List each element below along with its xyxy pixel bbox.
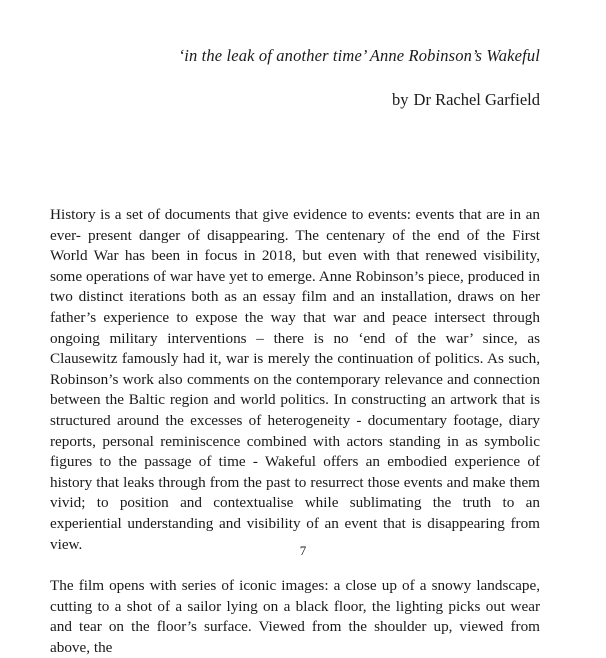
body-text bbox=[50, 205, 540, 658]
page-title: ‘in the leak of another time’ Anne Robinson’s Wakeful bbox=[178, 46, 540, 65]
page-number: 7 bbox=[299, 543, 307, 558]
byline-author: Dr Rachel Garfield bbox=[413, 90, 540, 109]
paragraph: The film opens with series of iconic images: a close up of a snowy landscape, cutting to a shot of a sailor lying on a black floor, the lighting picks out wear and tear on the floor’s surface. Viewed from the shoulder up, viewed from above, the bbox=[50, 577, 540, 656]
byline bbox=[50, 88, 540, 112]
page-header bbox=[50, 44, 540, 112]
paragraph: History is a set of documents that give evidence to events: events that are in an ever- present danger of disappearing. The centenary of the end of the First World War has been in focus in 2018, but even with that renewed visibility, some operations of war have yet to emerge. Anne Robinson’s piece, produced in two distinct iterations both as an essay film and an installation, draws on her father’s experience to expose the way that war and peace intersect through ongoing military interventions – there is no ‘end of the war’ since, as Clausewitz famously had it, war is merely the continuation of politics. As such, Robinson’s work also comments on the contemporary relevance and connection between the Baltic region and world politics. In constructing an artwork that is structured around the excesses of heterogeneity - documentary footage, diary reports, personal reminiscence combined with actors standing in as symbolic figures to the passage of time - Wakeful offers an embodied experience of history that leaks through from the past to resurrect those events and make them vivid; to position and contextualise while sublimating the truth to an experiential understanding and visibility of an event that is disappearing from view. bbox=[50, 206, 540, 553]
byline-prefix: by bbox=[392, 90, 409, 109]
